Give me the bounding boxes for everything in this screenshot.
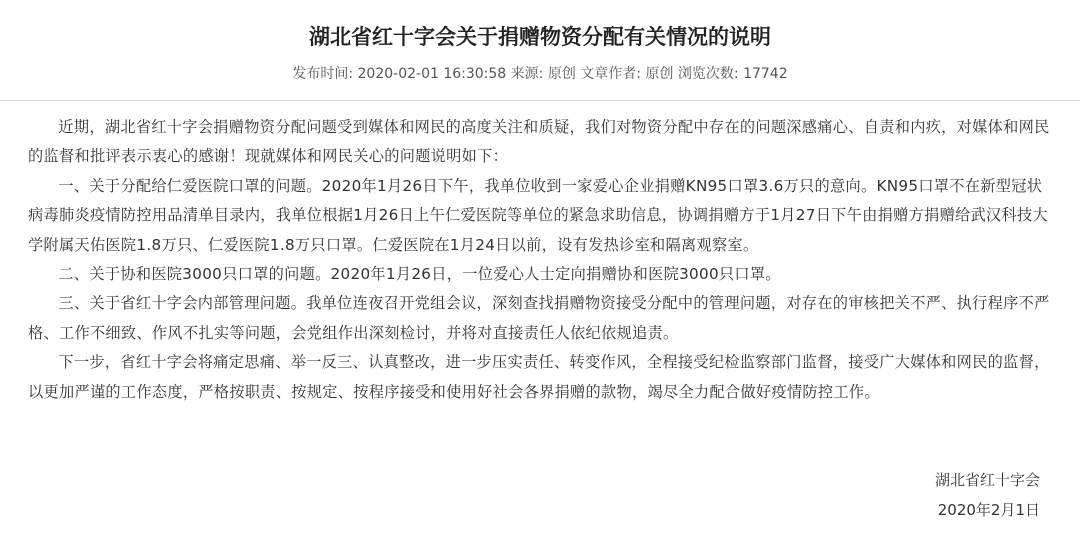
paragraph-next-steps: 下一步，省红十字会将痛定思痛、举一反三、认真整改，进一步压实责任、转变作风，全程接受纪检监察部门监督，接受广大媒体和网民的监督，以更加严谨的工作态度，严格按职责、按规定、按程序接受和使用好社会各界捐赠的款物，竭尽全力配合做好疫情防控工作。 [28,353,1050,401]
article-meta [0,63,1080,85]
article-header [0,0,1080,101]
article-body [28,113,1052,407]
paragraph-3: 三、关于省红十字会内部管理问题。我单位连夜召开党组会议，深刻查找捐赠物资接受分配中的管理问题，对存在的审核把关不严、执行程序不严格、工作不细致、作风不扎实等问题，会党组作出深刻检讨，并将对直接责任人依纪依规追责。 [28,294,1050,342]
signature-org: 湖北省红十字会 [934,471,1040,489]
author: 文章作者: 原创 [580,66,674,82]
view-count: 浏览次数: 17742 [677,66,788,82]
paragraph-1: 一、关于分配给仁爱医院口罩的问题。2020年1月26日下午，我单位收到一家爱心企业捐赠KN95口罩3.6万只的意向。KN95口罩不在新型冠状病毒肺炎疫情防控用品清单目录内，我单位根据1月26日上午仁爱医院等单位的紧急求助信息，协调捐赠方于1月27日下午由捐赠方捐赠给武汉科技大学附属天佑医院1.8万只、仁爱医院1.8万只口罩。仁爱医院在1月24日以前，设有发热诊室和隔离观察室。 [28,176,1049,254]
publish-time: 发布时间: 2020-02-01 16:30:58 [292,66,507,82]
article-title: 湖北省红十字会关于捐赠物资分配有关情况的说明 [309,25,771,49]
signature-date: 2020年2月1日 [937,501,1040,519]
source: 来源: 原创 [510,66,576,82]
paragraph-intro: 近期，湖北省红十字会捐赠物资分配问题受到媒体和网民的高度关注和质疑，我们对物资分配中存在的问题深感痛心、自责和内疚，对媒体和网民的监督和批评表示衷心的感谢！现就媒体和网民关心的问题说明如下： [28,118,1050,166]
paragraph-2: 二、关于协和医院3000只口罩的问题。2020年1月26日，一位爱心人士定向捐赠协和医院3000只口罩。 [58,265,781,284]
